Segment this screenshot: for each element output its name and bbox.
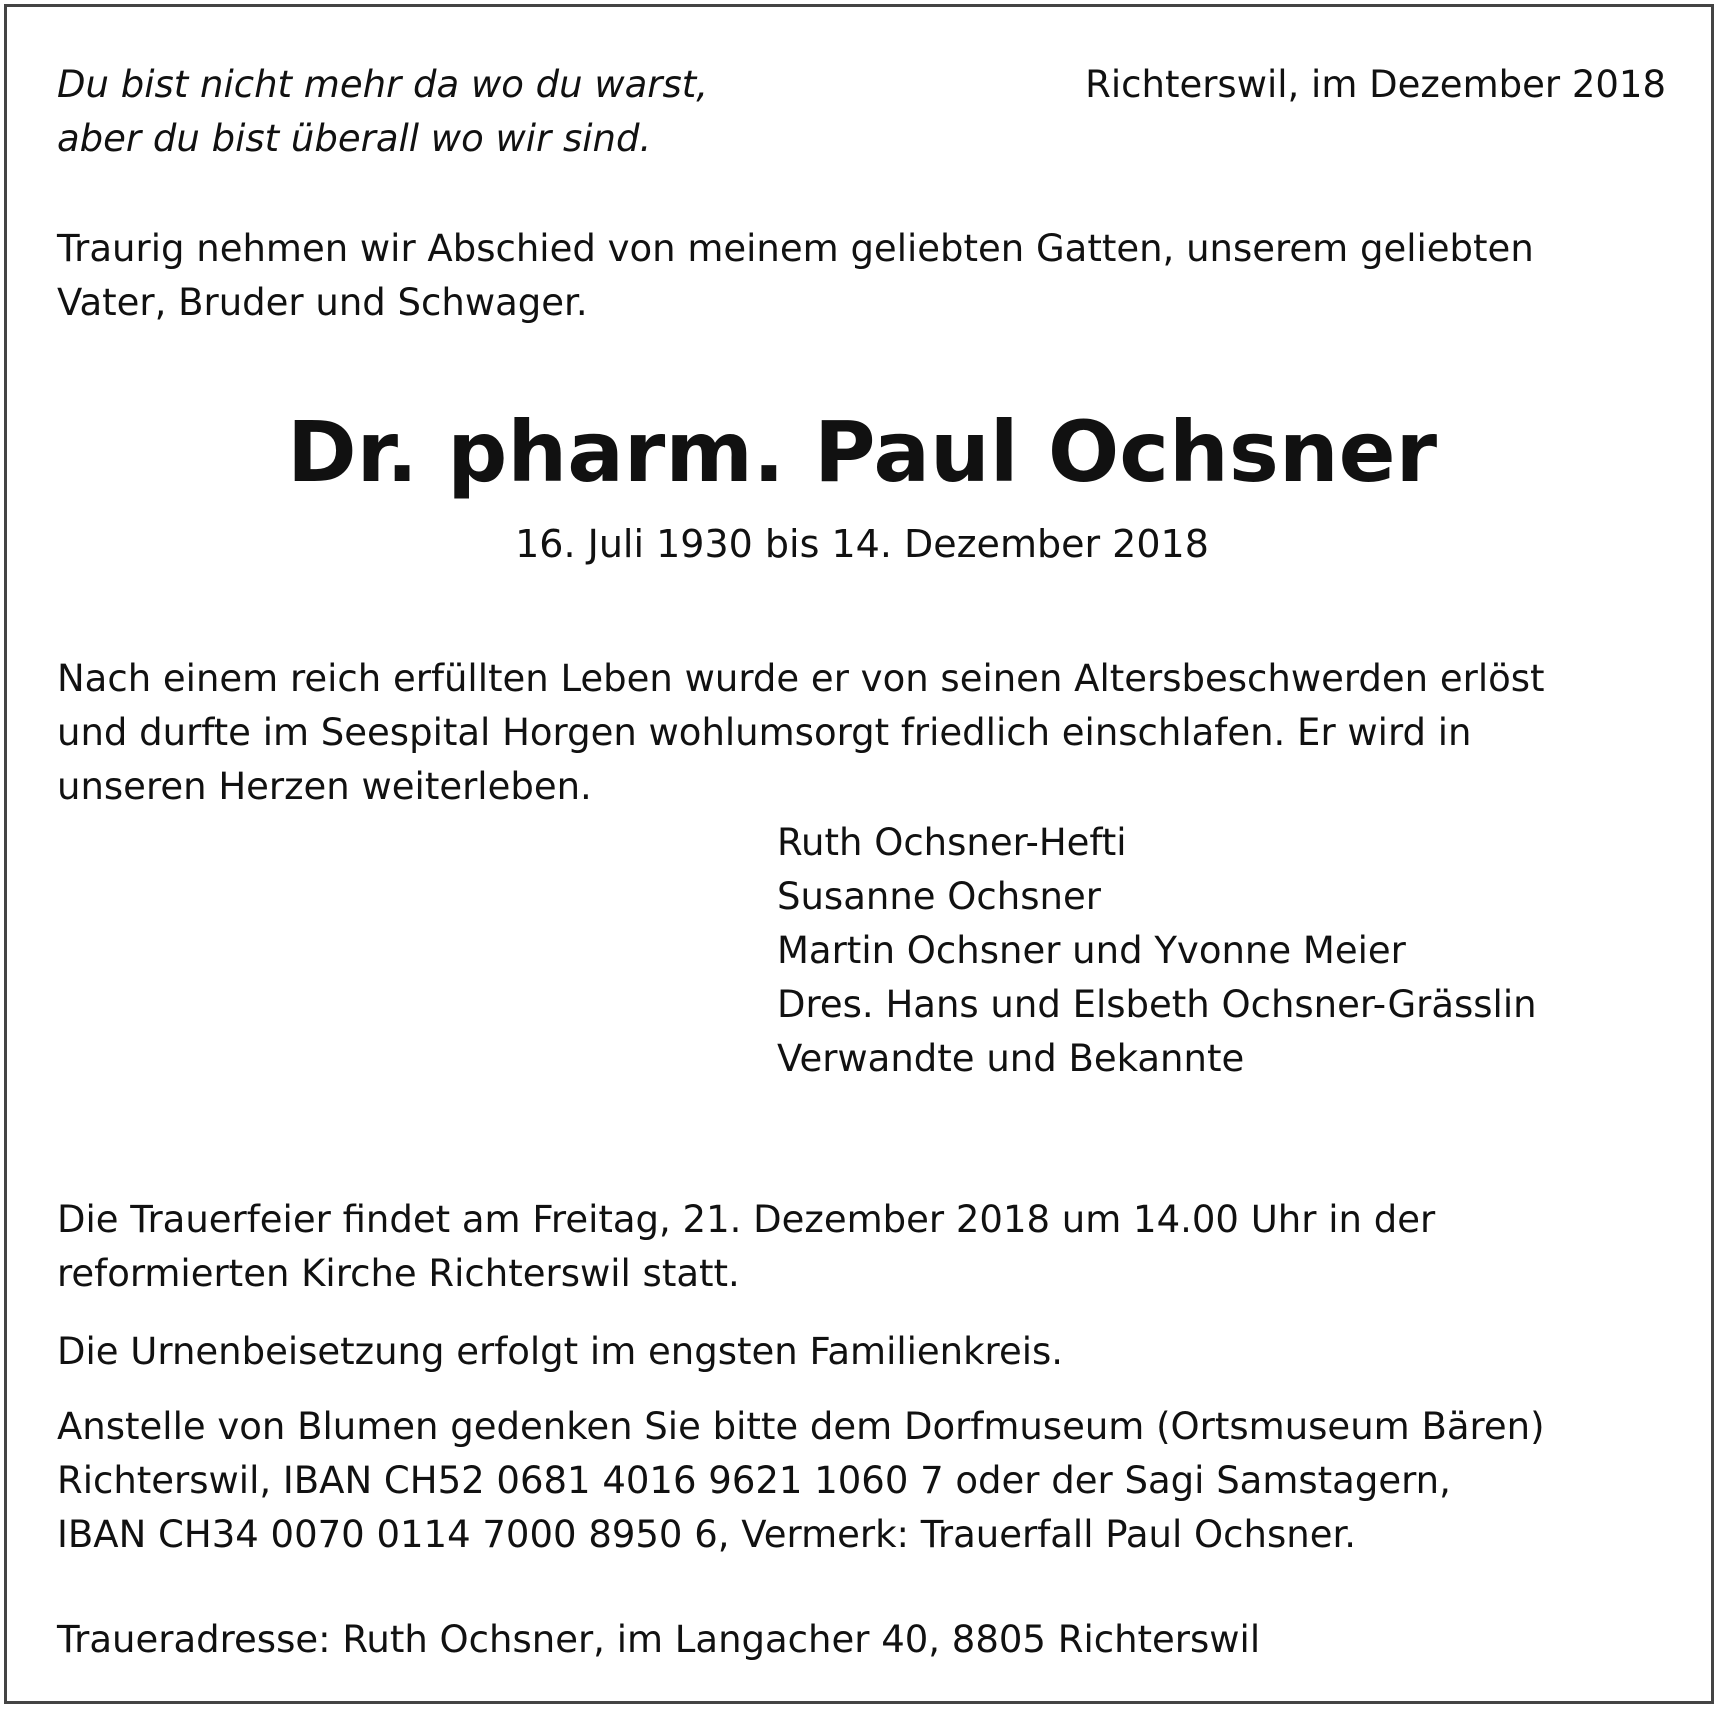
intro-line: Traurig nehmen wir Abschied von meinem geliebten Gatten, unserem geliebten	[57, 227, 1534, 270]
donation-line: IBAN CH34 0070 0114 7000 8950 6, Vermerk: Trauerfall Paul Ochsner.	[57, 1513, 1357, 1556]
deceased-name: Dr. pharm. Paul Ochsner	[286, 403, 1438, 501]
life-dates: 16. Juli 1930 bis 14. Dezember 2018	[515, 522, 1209, 566]
donation-line: Richterswil, IBAN CH52 0681 4016 9621 1060 7 oder der Sagi Samstagern,	[57, 1459, 1451, 1502]
mourner-entry: Dres. Hans und Elsbeth Ochsner-Grässlin	[777, 983, 1537, 1026]
intro-line: Vater, Bruder und Schwager.	[57, 281, 588, 324]
donation-paragraph	[57, 1400, 1545, 1562]
life-line: unseren Herzen weiterleben.	[57, 765, 592, 808]
intro-paragraph	[57, 222, 1534, 330]
motto-line: aber du bist überall wo wir sind.	[57, 117, 652, 160]
mourner-entry: Martin Ochsner und Yvonne Meier	[777, 929, 1406, 972]
life-line: und durfte im Seespital Horgen wohlumsorgt friedlich einschlafen. Er wird in	[57, 711, 1472, 754]
ceremony-line: reformierten Kirche Richterswil statt.	[57, 1252, 740, 1295]
mourners-list	[777, 816, 1537, 1086]
ceremony-line: Die Trauerfeier findet am Freitag, 21. Dezember 2018 um 14.00 Uhr in der	[57, 1198, 1436, 1241]
mourner-entry: Verwandte und Bekannte	[777, 1037, 1245, 1080]
place-date: Richterswil, im Dezember 2018	[1085, 63, 1666, 106]
donation-line: Anstelle von Blumen gedenken Sie bitte dem Dorfmuseum (Ortsmuseum Bären)	[57, 1405, 1545, 1448]
urn-paragraph: Die Urnenbeisetzung erfolgt im engsten Familienkreis.	[57, 1330, 1064, 1373]
motto-quote	[57, 58, 708, 166]
life-paragraph	[57, 652, 1545, 814]
mourner-entry: Ruth Ochsner-Hefti	[777, 821, 1127, 864]
motto-line: Du bist nicht mehr da wo du warst,	[57, 63, 709, 106]
mourning-address: Traueradresse: Ruth Ochsner, im Langacher 40, 8805 Richterswil	[57, 1618, 1261, 1661]
mourner-entry: Susanne Ochsner	[777, 875, 1101, 918]
life-line: Nach einem reich erfüllten Leben wurde er von seinen Altersbeschwerden erlöst	[57, 657, 1545, 700]
ceremony-paragraph	[57, 1193, 1435, 1301]
